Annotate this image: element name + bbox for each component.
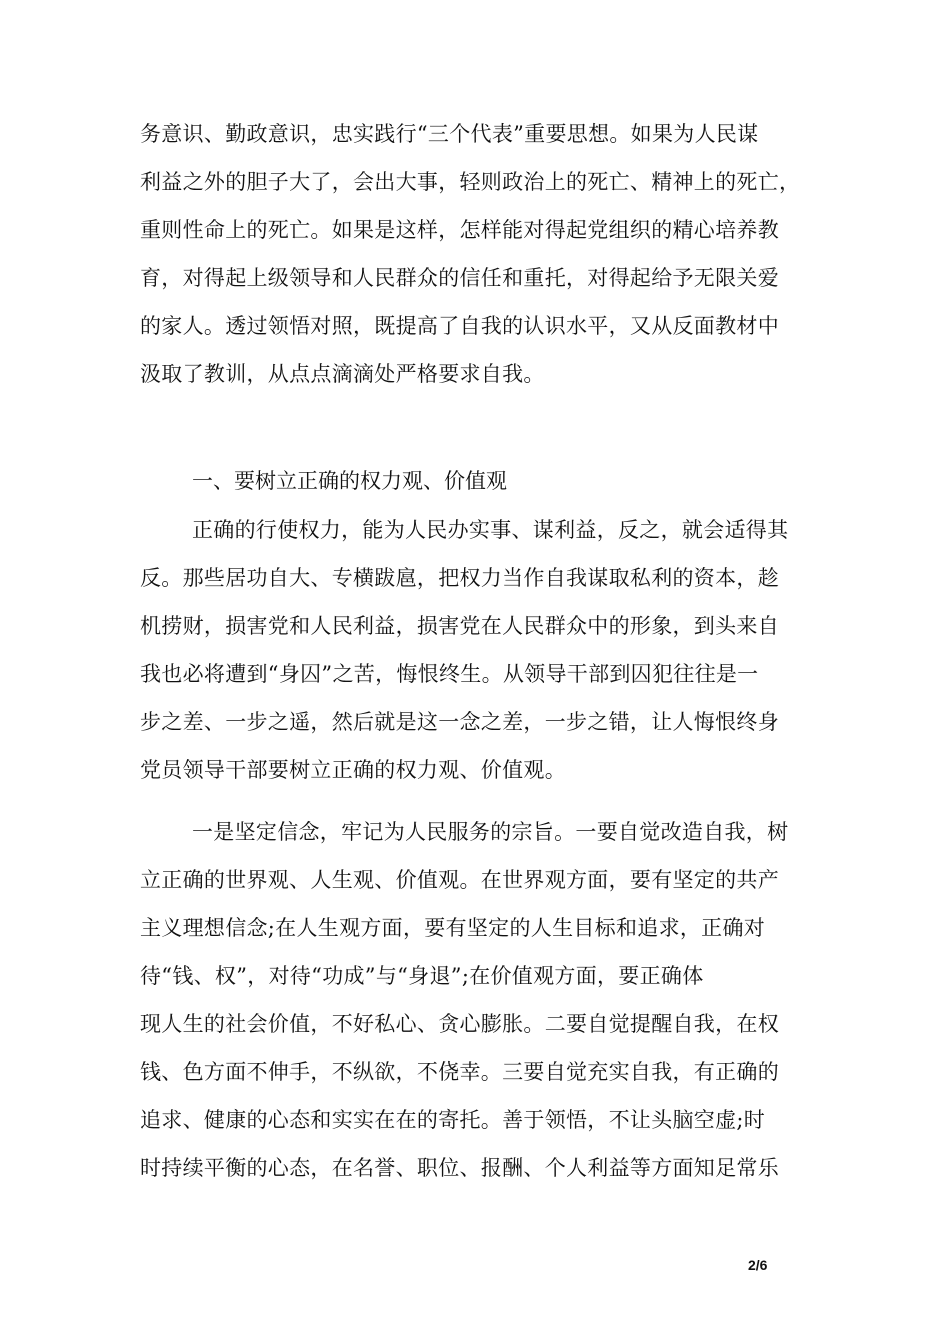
paragraph-line: 利益之外的胆子大了，会出大事，轻则政治上的死亡、精神上的死亡， <box>140 170 801 194</box>
paragraph-line: 我也必将遭到“身囚”之苦，悔恨终生。从领导干部到囚犯往往是一 <box>140 662 759 686</box>
paragraph-line: 的家人。透过领悟对照，既提高了自我的认识水平，又从反面教材中 <box>140 314 779 338</box>
paragraph-line: 正确的行使权力，能为人民办实事、谋利益，反之，就会适得其 <box>192 518 789 542</box>
paragraph-line: 务意识、勤政意识，忠实践行“三个代表”重要思想。如果为人民谋 <box>140 122 759 146</box>
paragraph-line: 重则性命上的死亡。如果是这样，怎样能对得起党组织的精心培养教 <box>140 218 779 242</box>
paragraph-line: 主义理想信念;在人生观方面，要有坚定的人生目标和追求，正确对 <box>140 916 766 940</box>
paragraph-line: 立正确的世界观、人生观、价值观。在世界观方面，要有坚定的共产 <box>140 868 779 892</box>
section-heading: 一、要树立正确的权力观、价值观 <box>192 469 507 493</box>
paragraph-line: 反。那些居功自大、专横跋扈，把权力当作自我谋取私利的资本，趁 <box>140 566 779 590</box>
paragraph-3 <box>140 808 830 1192</box>
paragraph-line: 时持续平衡的心态，在名誉、职位、报酬、个人利益等方面知足常乐 <box>140 1156 779 1180</box>
paragraph-line: 机捞财，损害党和人民利益，损害党在人民群众中的形象，到头来自 <box>140 614 779 638</box>
paragraph-2 <box>140 506 830 794</box>
paragraph-line: 钱、色方面不伸手，不纵欲，不侥幸。三要自觉充实自我，有正确的 <box>140 1060 779 1084</box>
paragraph-line: 待“钱、权”，对待“功成”与“身退”;在价值观方面，要正确体 <box>140 964 704 988</box>
paragraph-line: 育，对得起上级领导和人民群众的信任和重托，对得起给予无限关爱 <box>140 266 779 290</box>
paragraph-line: 追求、健康的心态和实实在在的寄托。善于领悟，不让头脑空虚;时 <box>140 1108 766 1132</box>
paragraph-line: 一是坚定信念，牢记为人民服务的宗旨。一要自觉改造自我，树 <box>192 820 789 844</box>
page-number: 2/6 <box>748 1257 768 1273</box>
paragraph-line: 汲取了教训，从点点滴滴处严格要求自我。 <box>140 362 545 386</box>
paragraph-line: 党员领导干部要树立正确的权力观、价值观。 <box>140 758 566 782</box>
paragraph-1 <box>140 110 830 398</box>
paragraph-line: 现人生的社会价值，不好私心、贪心膨胀。二要自觉提醒自我，在权 <box>140 1012 779 1036</box>
paragraph-line: 步之差、一步之遥，然后就是这一念之差，一步之错，让人悔恨终身 <box>140 710 779 734</box>
